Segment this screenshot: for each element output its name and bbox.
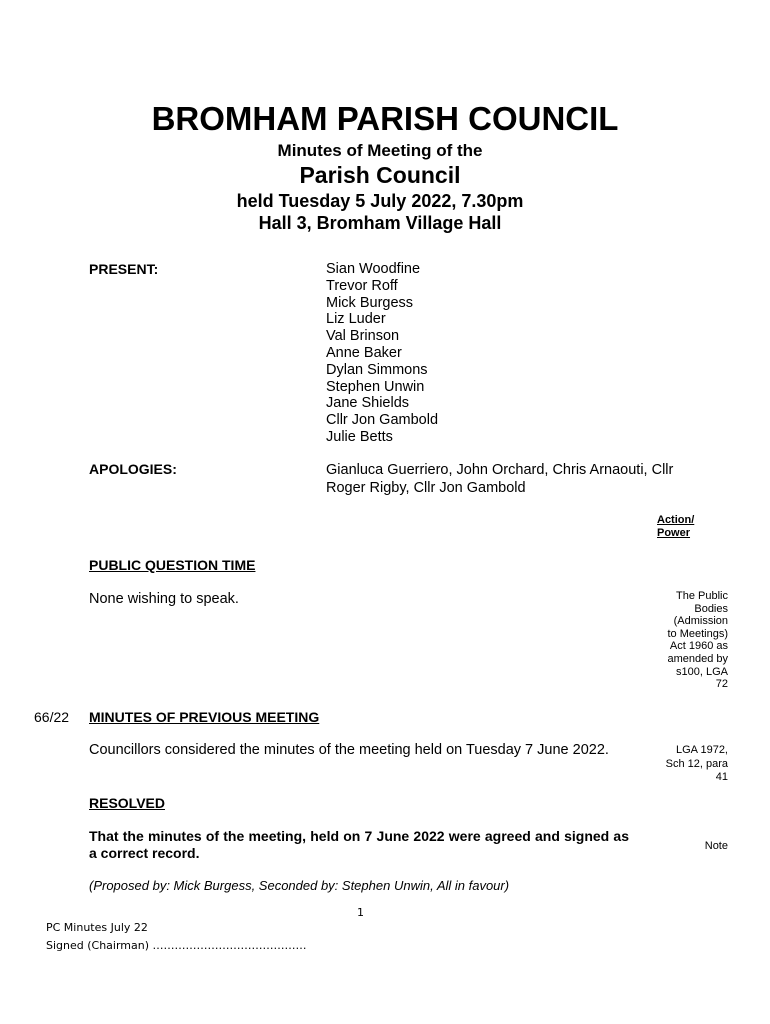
present-name: Sian Woodfine — [326, 261, 421, 277]
apologies-text: Gianluca Guerriero, John Orchard, Chris Arnaouti, Cllr Roger Rigby, Cllr Jon Gambold — [326, 462, 674, 496]
meeting-date: held Tuesday 5 July 2022, 7.30pm — [236, 191, 524, 211]
present-name: Mick Burgess — [326, 294, 414, 311]
present-name: Dylan Simmons — [326, 361, 428, 378]
document-subtitle: Minutes of Meeting of the — [277, 141, 483, 160]
action-power-header: Action/ Power — [657, 514, 695, 539]
present-name: Val Brinson — [326, 328, 400, 345]
present-label: PRESENT: — [89, 261, 159, 277]
apologies-label: APOLOGIES: — [89, 461, 177, 477]
proposed-line: (Proposed by: Mick Burgess, Seconded by: Stephen Unwin, All in favour) — [89, 878, 510, 893]
footer-document-name: PC Minutes July 22 — [46, 921, 148, 934]
footer-signature-line: Signed (Chairman) …………………………………… — [46, 939, 307, 952]
page-number: 1 — [357, 906, 364, 919]
present-name: Jane Shields — [326, 395, 410, 412]
minutes-text: Councillors considered the minutes of the meeting held on Tuesday 7 June 2022. — [89, 742, 609, 758]
minutes-heading: MINUTES OF PREVIOUS MEETING — [89, 709, 320, 725]
present-name: Stephen Unwin — [326, 378, 425, 395]
document-title: BROMHAM PARISH COUNCIL — [151, 100, 619, 137]
public-question-note: The Public Bodies (Admission to Meetings) Act 1960 as amended by s100, LGA 72 — [667, 590, 728, 691]
resolution-note: Note — [704, 840, 728, 852]
present-name: Trevor Roff — [326, 277, 398, 294]
public-question-text: None wishing to speak. — [89, 591, 239, 607]
council-name: Parish Council — [299, 162, 461, 188]
public-question-heading: PUBLIC QUESTION TIME — [89, 557, 256, 573]
present-name: Julie Betts — [326, 428, 393, 445]
resolution-text: That the minutes of the meeting, held on 7 June 2022 were agreed and signed as a correct record. — [89, 828, 629, 861]
meeting-venue: Hall 3, Bromham Village Hall — [258, 213, 502, 233]
resolved-label: RESOLVED — [89, 795, 165, 811]
minutes-note: LGA 1972, Sch 12, para 41 — [665, 744, 728, 783]
present-name: Cllr Jon Gambold — [326, 412, 439, 429]
present-name: Anne Baker — [326, 344, 402, 361]
present-name: Liz Luder — [326, 311, 386, 328]
item-number: 66/22 — [34, 709, 70, 725]
present-list — [326, 261, 438, 446]
